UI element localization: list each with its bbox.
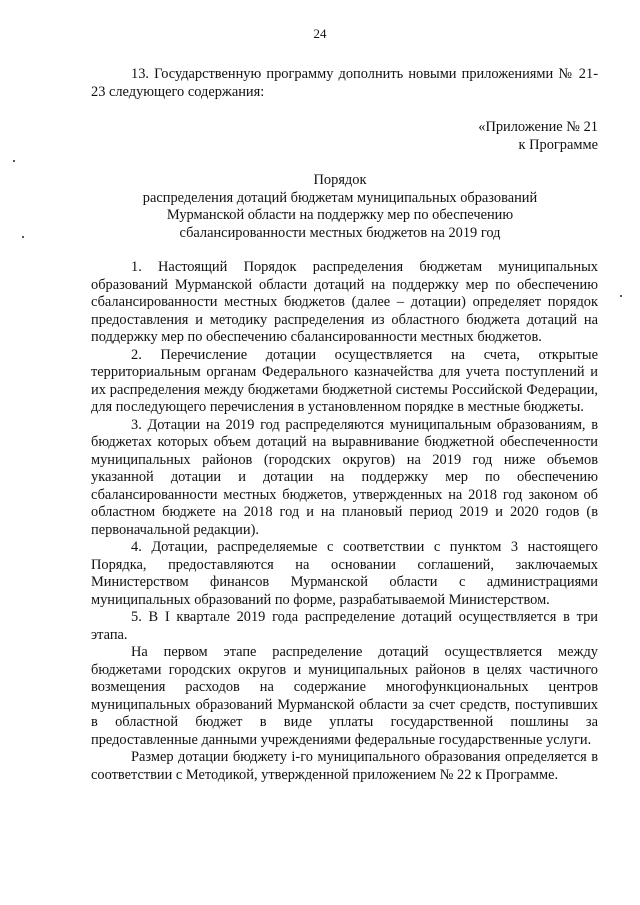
paragraph-5: 5. В I квартале 2019 года распределение дотаций осуществляется в три этапа. (91, 609, 598, 643)
title-line-3: Мурманской области на поддержку мер по обеспечению (166, 207, 514, 223)
appendix-line-2: к Программе (518, 136, 598, 153)
paragraph-7: Размер дотации бюджету i-го муниципального образования определяется в соответствии с Методикой, утвержденной приложением № 22 к Программе. (91, 749, 598, 783)
page-number: 24 (313, 26, 327, 41)
scan-speck (22, 236, 24, 238)
scan-speck (620, 295, 622, 297)
title-line-4: сбалансированности местных бюджетов на 2019 год (179, 224, 501, 241)
paragraph-3: 3. Дотации на 2019 год распределяются муниципальным образованиям, в бюджетах которых объем дотаций на выравнивание бюджетной обеспеченности муниципальных районов (городских округов) на 2019 год ниже объемов указанной дотации и дотации на поддержку мер по обеспечению сбалансированности местных бюджетов, утвержденных на 2018 год законом об областном бюджете на 2018 год и на плановый период 2019 и 2020 годов (в первоначальной редакции). (91, 416, 598, 538)
scan-speck (13, 160, 15, 162)
document-title (0, 172, 640, 242)
appendix-line-1: «Приложение № 21 (478, 119, 598, 135)
paragraph-1: 1. Настоящий Порядок распределения бюджетам муниципальных образований Мурманской области дотаций на поддержку мер по обеспечению сбалансированности местных бюджетов (далее – дотации) определяет порядок предоставления и методику распределения из областного бюджета дотаций на поддержку мер по обеспечению сбалансированности местных бюджетов. (91, 259, 598, 345)
paragraph-6: На первом этапе распределение дотаций осуществляется между бюджетами городских округов и муниципальных районов в целях частичного возмещения расходов на содержание многофункциональных центров муниципальных образований Мурманской области за счет средств, поступивших в областной бюджет в виде уплаты государственной пошлины за предоставленные данными учреждениями федеральные государственные услуги. (91, 644, 598, 748)
paragraph-4: 4. Дотации, распределяемые с соответствии с пунктом 3 настоящего Порядка, предоставляются на основании соглашений, заключаемых Министерством финансов Мурманской области с администрациями муниципальных образований по форме, разрабатываемой Министерством. (91, 539, 598, 608)
amendment-paragraph: 13. Государственную программу дополнить новыми приложениями № 21-23 следующего содержания: (91, 66, 598, 100)
appendix-reference (478, 119, 598, 154)
paragraph-2: 2. Перечисление дотации осуществляется на счета, открытые территориальным органам Федерального казначейства для учета поступлений и их распределения между бюджетами бюджетной системы Российской Федерации, для последующего перечисления в установленном порядке в местные бюджеты. (91, 346, 598, 415)
amendment-block (91, 66, 598, 101)
title-line-1: Порядок (313, 172, 367, 188)
procedure-body (91, 259, 598, 784)
title-line-2: распределения дотаций бюджетам муниципальных образований (142, 189, 538, 206)
